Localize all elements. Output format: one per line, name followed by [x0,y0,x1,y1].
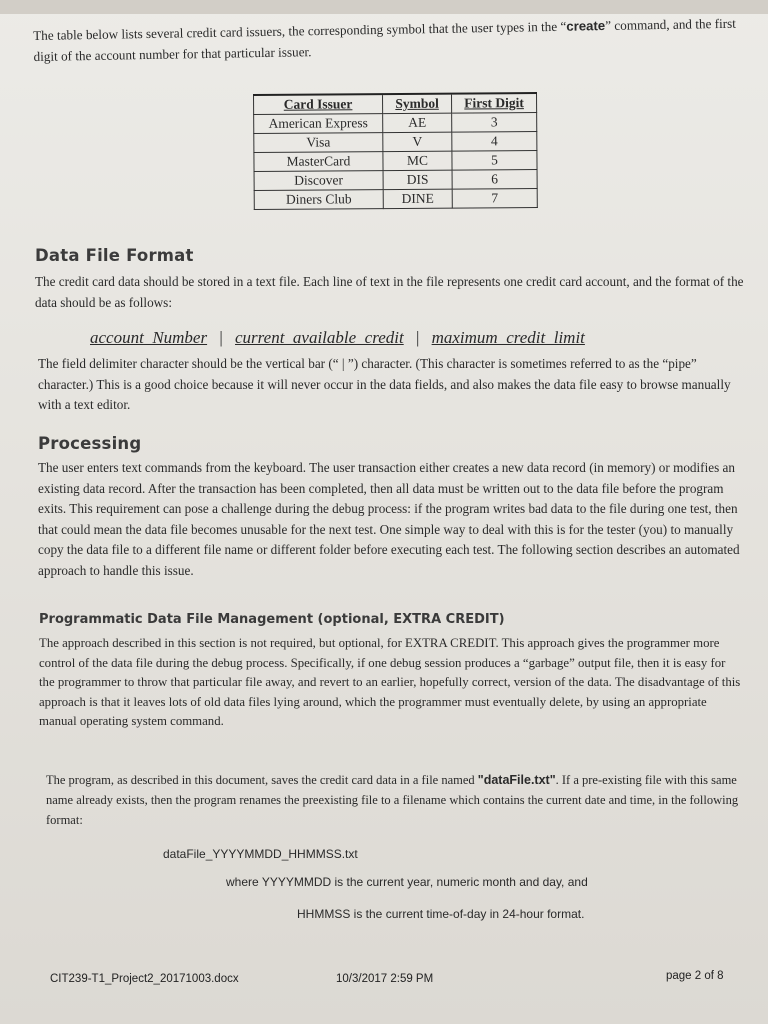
page-num: 2 [694,970,702,982]
issuer-first-digit: 5 [452,151,537,171]
where-date-line [226,875,588,889]
header-first-digit: First Digit [452,93,537,113]
programmatic-heading: Programmatic Data File Management (optional, EXTRA CREDIT) [39,612,505,627]
issuer-symbol: AE [383,113,452,132]
data-file-format-heading: Data File Format [35,246,194,265]
issuer-first-digit: 6 [452,170,537,190]
footer-datetime: 10/3/2017 2:59 PM [336,973,434,985]
header-symbol: Symbol [383,94,452,114]
issuer-name: MasterCard [254,152,383,172]
header-card-issuer: Card Issuer [254,94,383,114]
table-row [254,170,537,191]
intro-text-after: ” command, and the first digit of the account number for that particular issuer. [33,15,737,64]
issuer-symbol: DINE [383,189,452,208]
top-edge [0,0,768,14]
date-code: YYYYMMDD [261,875,332,889]
issuer-name: Visa [254,133,383,153]
issuer-first-digit: 3 [452,113,537,133]
table-header-row [254,93,537,114]
table-row [254,189,537,210]
field-separator: | [415,328,420,347]
page-label: page [666,970,695,982]
issuer-symbol: DIS [383,170,452,189]
date-description: is the current year, numeric month and day, and [331,875,588,889]
field-maximum-credit-limit: maximum_credit_limit [431,328,585,347]
field-account-number: account_Number [90,328,208,347]
processing-heading: Processing [38,434,142,453]
issuer-first-digit: 7 [452,189,537,209]
data-file-format-paragraph: The credit card data should be stored in a text file. Each line of text in the file represents one credit card account, and the format of the data should be as follows: [35,274,744,310]
datafile-name: "dataFile.txt" [477,773,556,787]
issuer-name: American Express [254,114,383,134]
filename-format: dataFile_YYYYMMDD_HHMMSS.txt [163,847,358,861]
issuer-name: Diners Club [254,190,383,210]
datafile-text-a: The program, as described in this document, saves the credit card data in a file named [46,773,478,787]
issuer-table [253,92,538,210]
where-time-line [297,907,584,921]
table-row [254,132,537,153]
record-format-line [90,328,585,348]
field-current-available-credit: current_available_credit [235,328,404,347]
intro-text-before: The table below lists several credit card issuers, the corresponding symbol that the user types in the “ [33,18,567,43]
issuer-symbol: V [383,132,452,151]
footer-filename: CIT239-T1_Project2_20171003.docx [50,973,239,985]
page-of: of [701,970,718,982]
intro-paragraph [33,13,754,67]
issuer-first-digit: 4 [452,132,537,152]
table-row [254,113,537,134]
field-separator: | [219,328,223,347]
create-command: create [566,18,606,34]
datafile-text-b: . If a pre-existing file with this same name already exists, then the program renames the preexisting file to a filename which contains the current date and time, in the following format: [46,773,739,827]
time-description: is the current time-of-day in 24-hour format. [350,907,585,921]
delimiter-paragraph: The field delimiter character should be the vertical bar (“ | ”) character. (This character is sometimes referred to as the “pipe” character.) This is a good choice because it will never occur in the data fields, and also makes the data file easy to browse manually with a text editor. [38,356,731,412]
datafile-paragraph [46,770,744,830]
programmatic-paragraph: The approach described in this section is not required, but optional, for EXTRA CREDIT. This approach gives the programmer more control of the data file during the debug process. Specifically, if one debug session produces a “garbage” output file, then it is easy for the programmer to throw that particular file away, and revert to an earlier, hopefully correct, version of the data. The disadvantage of this approach is that it leaves lots of old data files lying around, which the programmer must eventually delete, by using an appropriate manual operating system command. [39,636,741,729]
footer-page-number [666,970,724,982]
page-total: 8 [717,970,724,982]
processing-paragraph: The user enters text commands from the keyboard. The user transaction either creates a new data record (in memory) or modifies an existing data record. After the transaction has been completed, then all data must be written out to the data file before the program exits. This requirement can pose a challenge during the debug process: if the program writes bad data to the file during one test, then that could mean the data file becomes unusable for the next test. One simple way to deal with this is for the tester (you) to manually copy the data file to a different file name or different folder before executing each test. The following section describes an automated approach to handle this issue. [38,460,740,578]
time-code: HHMMSS [297,907,351,921]
issuer-symbol: MC [383,151,452,170]
table-row [254,151,537,172]
where-prefix: where [226,875,262,889]
issuer-name: Discover [254,171,383,191]
